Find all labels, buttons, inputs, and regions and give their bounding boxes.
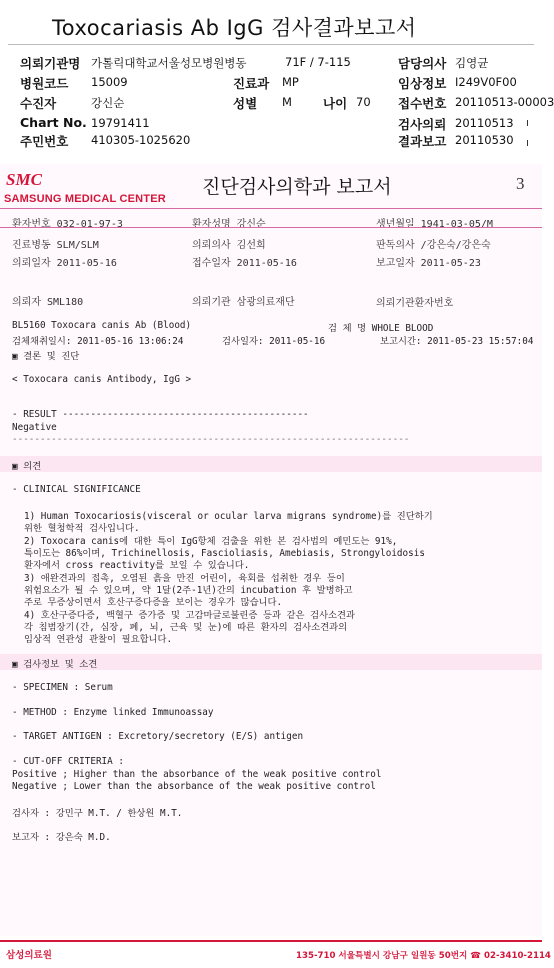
- request-date: 의뢰일자 2011-05-16: [12, 258, 117, 269]
- section-test-info: ▣ 검사정보 및 소견: [12, 659, 98, 670]
- smc-logo: SMC: [6, 170, 42, 189]
- hospital-code-label: 병원코드: [20, 76, 69, 91]
- requester-label: 의뢰기관명: [20, 56, 81, 71]
- note-2-line-1: 2) Toxocara canis에 대한 특이 IgG항체 검출을 위한 본 검사법의 예민도는 91%,: [24, 536, 398, 547]
- section-opinion: ▣ 의견: [12, 461, 42, 472]
- dept-label: 진료과: [233, 76, 270, 91]
- note-3-line-3: 주로 무증상이면서 호산구증다증을 보이는 경우가 많습니다.: [24, 597, 283, 608]
- row-rule: [0, 227, 542, 228]
- corner-tick: [527, 140, 528, 146]
- ward-value: 71F / 7-115: [285, 55, 351, 69]
- footer-address: 135-710 서울특별시 강남구 일원동 50번지 ☎ 02-3410-2114: [296, 951, 551, 961]
- footer-rule: [0, 940, 542, 942]
- sex-label: 성별: [233, 96, 258, 111]
- tester-line: 검사자 : 강민구 M.T. / 한상원 M.T.: [12, 808, 183, 819]
- result-heading: - RESULT --------------------------------------------: [12, 409, 309, 420]
- header-divider: [8, 44, 534, 45]
- report-date-label: 결과보고: [398, 134, 447, 149]
- doctor-label: 담당의사: [398, 56, 447, 71]
- doctor-value: 김영균: [455, 56, 489, 70]
- method-line: - METHOD : Enzyme linked Immunoassay: [12, 707, 214, 718]
- age-value: 70: [356, 95, 371, 109]
- report-date-value: 20110530: [455, 133, 514, 147]
- note-3-line-2: 위험요소가 될 수 있으며, 약 1달(2주-1년)간의 incubation 후 발병하고: [24, 585, 353, 596]
- cutoff-positive: Positive ; Higher than the absorbance of the weak positive control: [12, 769, 382, 780]
- test-code-name: BL5160 Toxocara canis Ab (Blood): [12, 320, 192, 331]
- receipt-label: 접수번호: [398, 96, 447, 111]
- collection-time: 검체채취일시: 2011-05-16 13:06:24: [12, 336, 184, 347]
- note-4-line-1: 4) 호산구증다증, 백혈구 증가증 및 고감마글로불린증 등과 같은 검사소견과: [24, 610, 355, 621]
- reporter-line: 보고자 : 강은숙 M.D.: [12, 832, 111, 843]
- patient-value: 강신순: [91, 96, 125, 110]
- birth-date: 생년월일 1941-03-05/M: [376, 219, 493, 230]
- report-time: 보고시간: 2011-05-23 15:57:04: [380, 336, 534, 347]
- requesting-institution: 의뢰기관 삼광의료재단: [192, 297, 295, 308]
- opinion-section-band: [0, 456, 542, 472]
- patient-number: 환자번호 032-01-97-3: [12, 219, 123, 230]
- reading-doctor: 판독의사 /강은숙/강은숙: [376, 240, 491, 251]
- ward: 진료병동 SLM/SLM: [12, 240, 99, 251]
- result-header: [0, 0, 554, 158]
- section-conclusion: ▣ 결론 및 진단: [12, 351, 80, 362]
- referring-doctor: 의뢰의사 김선희: [192, 240, 266, 251]
- result-value: Negative: [12, 422, 57, 433]
- test-date: 검사일자: 2011-05-16: [222, 336, 326, 347]
- chart-label: Chart No.: [20, 115, 87, 130]
- title-rule: [0, 208, 542, 209]
- corner-tick: [527, 120, 528, 126]
- sex-value: M: [282, 95, 292, 109]
- requester-value: 가톨릭대학교서울성모병원병동: [91, 56, 247, 70]
- page-mark: 3: [516, 174, 525, 193]
- document-title: Toxocariasis Ab IgG 검사결과보고서: [52, 16, 417, 40]
- antibody-name: < Toxocara canis Antibody, IgG >: [12, 374, 192, 385]
- clinical-label: 임상정보: [398, 76, 447, 91]
- patient-label: 수진자: [20, 96, 57, 111]
- smc-logo-subtitle: SAMSUNG MEDICAL CENTER: [4, 193, 166, 205]
- lab-report: [0, 164, 551, 968]
- request-date-value: 20110513: [455, 116, 514, 130]
- clinical-significance-heading: - CLINICAL SIGNIFICANCE: [12, 484, 141, 495]
- note-2-line-2: 특이도는 86%이며, Trichinellosis, Fascioliasis, Amebiasis, Strongyloidosis: [24, 548, 425, 559]
- report-date: 보고일자 2011-05-23: [376, 258, 481, 269]
- note-2-line-3: 환자에서 cross reactivity를 보일 수 있습니다.: [24, 560, 250, 571]
- target-antigen-line: - TARGET ANTIGEN : Excretory/secretory (E/S) antigen: [12, 731, 304, 742]
- requester: 의뢰자 SML180: [12, 297, 84, 308]
- cutoff-heading: - CUT-OFF CRITERIA :: [12, 756, 124, 767]
- rrn-value: 410305-1025620: [91, 133, 191, 147]
- request-date-label: 검사의뢰: [398, 117, 447, 132]
- hospital-code-value: 15009: [91, 75, 128, 89]
- report-title: 진단검사의학과 보고서: [202, 176, 392, 198]
- rrn-label: 주민번호: [20, 134, 69, 149]
- patient-name: 환자성명 강신순: [192, 219, 266, 230]
- receipt-value: 20110513-00003: [455, 95, 554, 109]
- note-4-line-3: 임상적 연관성 관찰이 필요합니다.: [24, 634, 173, 645]
- institution-patient-number: 의뢰기관환자번호: [376, 298, 454, 309]
- dept-value: MP: [282, 75, 299, 89]
- note-1-line-1: 1) Human Toxocariosis(visceral or ocular larva migrans syndrome)를 진단하기: [24, 511, 433, 522]
- note-3-line-1: 3) 애완견과의 접촉, 오염된 흙을 만진 어린이, 육회를 섭취한 경우 등이: [24, 573, 345, 584]
- cutoff-negative: Negative ; Lower than the absorbance of the weak positive control: [12, 781, 376, 792]
- specimen-name: 검 체 명 WHOLE BLOOD: [328, 323, 434, 334]
- dashed-separator: -----------------------------------------------------------------------: [12, 434, 410, 445]
- receive-date: 접수일자 2011-05-16: [192, 258, 297, 269]
- clinical-value: I249V0F00: [455, 75, 517, 89]
- age-label: 나이: [323, 96, 348, 111]
- note-1-line-2: 위한 혈청학적 검사입니다.: [24, 523, 140, 534]
- note-4-line-2: 각 침범장기(간, 심장, 폐, 뇌, 근육 및 눈)에 따른 환자의 검사소견과의: [24, 622, 348, 633]
- specimen-line: - SPECIMEN : Serum: [12, 682, 113, 693]
- chart-value: 19791411: [91, 116, 150, 130]
- footer-hospital-name: 삼성의료원: [6, 950, 52, 961]
